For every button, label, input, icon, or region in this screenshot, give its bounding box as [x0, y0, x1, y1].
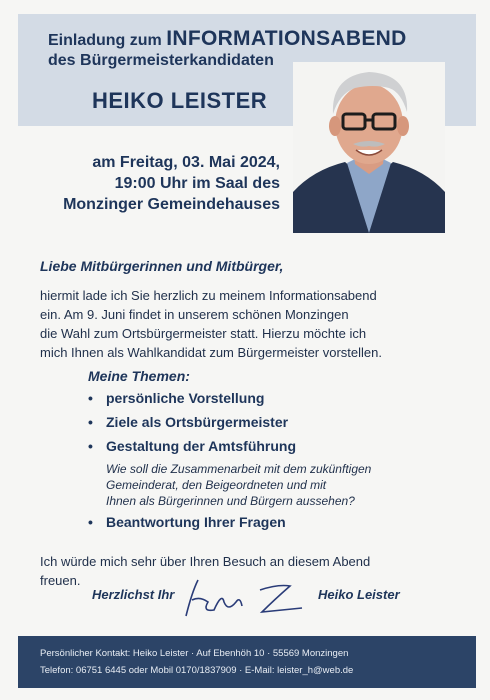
themes-heading: Meine Themen: [88, 368, 190, 384]
bullet-icon: • [88, 514, 93, 530]
signoff-greeting: Herzlichst Ihr [92, 587, 175, 602]
bullet-icon: • [88, 438, 93, 454]
subtext-line: Ihnen als Bürgerinnen und Bürgern aussehen? [106, 494, 355, 508]
signoff-name: Heiko Leister [318, 587, 400, 602]
bullet-icon: • [88, 414, 93, 430]
salutation: Liebe Mitbürgerinnen und Mitbürger, [40, 258, 284, 274]
bullet-icon: • [88, 390, 93, 406]
title-line2: des Bürgermeisterkandidaten [48, 52, 274, 69]
closing-line: freuen. [40, 573, 81, 588]
title-line1 [48, 27, 407, 51]
theme-subtext [106, 461, 436, 509]
theme-item [88, 390, 264, 406]
event-time: 19:00 Uhr im Saal des [114, 175, 280, 192]
event-location: Monzinger Gemeindehauses [63, 196, 280, 213]
body-line: die Wahl zum Ortsbürgermeister statt. Hierzu möchte ich [40, 326, 367, 341]
footer-phone-email: Telefon: 06751 6445 oder Mobil 0170/1837909 · E-Mail: leister_h@web.de [40, 665, 354, 676]
title-main: INFORMATIONSABEND [166, 27, 407, 50]
candidate-photo [293, 62, 445, 233]
theme-label: Ziele als Ortsbürgermeister [106, 414, 289, 430]
footer-address: Persönlicher Kontakt: Heiko Leister · Auf Ebenhöh 10 · 55569 Monzingen [40, 648, 349, 659]
portrait-illustration [293, 62, 445, 233]
theme-item [88, 514, 286, 530]
subtext-line: Gemeinderat, den Beigeordneten und mit [106, 478, 327, 492]
body-line: ein. Am 9. Juni findet in unserem schönen Monzingen [40, 307, 349, 322]
closing-line: Ich würde mich sehr über Ihren Besuch an diesem Abend [40, 554, 371, 569]
candidate-name: HEIKO LEISTER [92, 88, 268, 113]
theme-label: persönliche Vorstellung [106, 390, 265, 406]
event-details [40, 152, 280, 215]
theme-label: Gestaltung der Amtsführung [106, 438, 297, 454]
theme-item [88, 438, 296, 454]
footer-contact [18, 636, 476, 688]
body-line: mich Ihnen als Wahlkandidat zum Bürgermeister vorstellen. [40, 345, 382, 360]
theme-label: Beantwortung Ihrer Fragen [106, 514, 286, 530]
title-prefix: Einladung zum [48, 32, 167, 49]
body-paragraph [40, 286, 450, 362]
handwritten-signature [178, 572, 318, 622]
event-date: am Freitag, 03. Mai 2024, [92, 154, 280, 171]
body-line: hiermit lade ich Sie herzlich zu meinem Informationsabend [40, 288, 377, 303]
theme-item [88, 414, 288, 430]
subtext-line: Wie soll die Zusammenarbeit mit dem zukünftigen [106, 462, 372, 476]
